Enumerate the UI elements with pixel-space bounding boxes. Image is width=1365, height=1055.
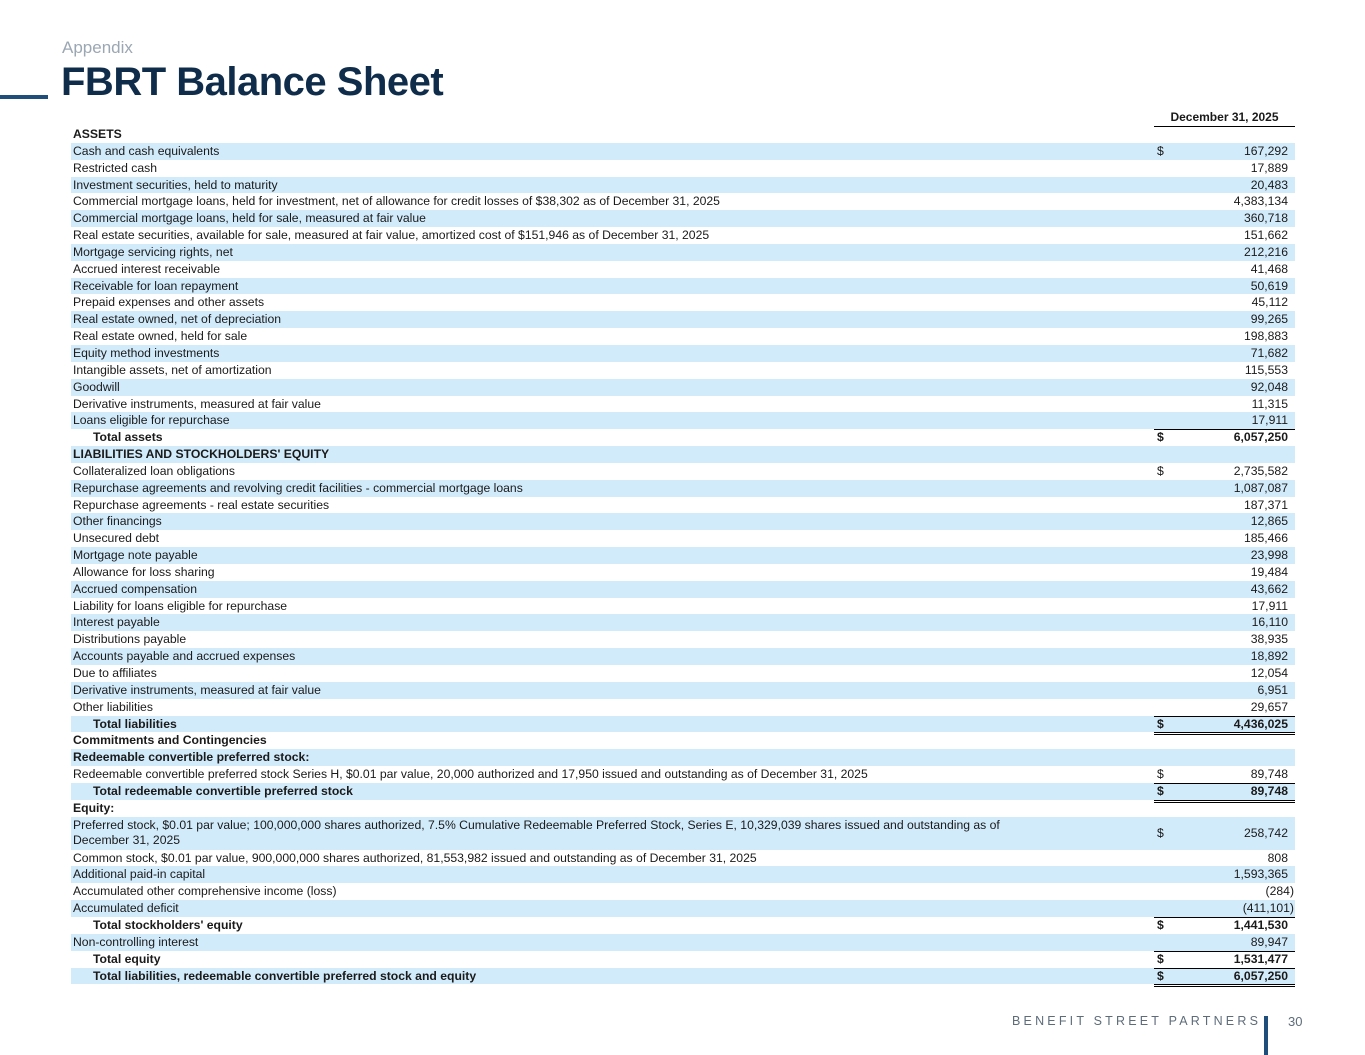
row-label: Derivative instruments, measured at fair value [73, 396, 321, 411]
row-currency: $ [1157, 917, 1164, 932]
row-label: Goodwill [73, 379, 120, 394]
row-label: Redeemable convertible preferred stock Series H, $0.01 par value, 20,000 authorized and 17,950 issued and outstanding as of December 31, 2025 [73, 767, 868, 782]
row-label: Interest payable [73, 615, 160, 630]
table-row [71, 766, 1295, 783]
total-rule-top [1154, 429, 1295, 430]
row-value: 89,748 [1250, 783, 1288, 798]
page-title: FBRT Balance Sheet [61, 60, 444, 104]
table-row [71, 345, 1295, 362]
table-row [71, 732, 1295, 749]
table-row [71, 951, 1295, 968]
accent-line [0, 95, 48, 99]
row-label: Total assets [93, 430, 163, 445]
row-currency: $ [1157, 951, 1164, 966]
row-value: 4,436,025 [1233, 716, 1288, 731]
table-row [71, 126, 1295, 143]
table-row [71, 817, 1295, 850]
table-row [71, 160, 1295, 177]
row-value: 29,657 [1250, 699, 1288, 714]
row-value: 89,748 [1250, 767, 1288, 782]
table-row [71, 934, 1295, 951]
row-label: Additional paid-in capital [73, 867, 206, 882]
row-currency: $ [1157, 716, 1164, 731]
row-currency: $ [1157, 783, 1164, 798]
table-row [71, 917, 1295, 934]
table-row [71, 412, 1295, 429]
row-value: 23,998 [1250, 548, 1288, 563]
row-label: Real estate owned, held for sale [73, 329, 248, 344]
row-value: 360,718 [1243, 211, 1288, 226]
row-value: 1,593,365 [1233, 867, 1288, 882]
row-value: 167,292 [1243, 143, 1288, 158]
row-value: 115,553 [1244, 362, 1288, 377]
row-value: 89,947 [1250, 934, 1288, 949]
row-value: 92,048 [1250, 379, 1288, 394]
row-value: 1,531,477 [1233, 951, 1288, 966]
row-label: Unsecured debt [73, 531, 160, 546]
total-rule-double [1154, 984, 1295, 987]
row-value: 71,682 [1250, 345, 1288, 360]
row-label: Total redeemable convertible preferred stock [93, 783, 353, 798]
table-row [71, 429, 1295, 446]
row-value: 19,484 [1250, 564, 1288, 579]
row-value: 43,662 [1250, 581, 1288, 596]
row-label: Accounts payable and accrued expenses [73, 649, 296, 664]
table-row [71, 749, 1295, 766]
total-rule-top [1154, 917, 1295, 918]
table-row [71, 480, 1295, 497]
row-value: 50,619 [1250, 278, 1288, 293]
row-value: 18,892 [1250, 649, 1288, 664]
table-row [71, 294, 1295, 311]
row-label: Prepaid expenses and other assets [73, 295, 265, 310]
row-label: Preferred stock, $0.01 par value; 100,000,000 shares authorized, 7.5% Cumulative Redeemable Preferred Stock, Series E, 10,329,039 shares issued and outstanding as of December 31, 2025 [73, 817, 1000, 848]
table-row [71, 463, 1295, 480]
row-label: Common stock, $0.01 par value, 900,000,000 shares authorized, 81,553,982 issued and outstanding as of December 31, 2025 [73, 850, 757, 865]
footer-bar [1264, 1016, 1268, 1055]
row-value: 1,087,087 [1233, 480, 1288, 495]
row-currency: $ [1157, 143, 1164, 158]
row-value: 11,315 [1251, 396, 1288, 411]
row-value: 198,883 [1243, 329, 1288, 344]
table-row [71, 598, 1295, 615]
table-row [71, 530, 1295, 547]
row-label: Due to affiliates [73, 666, 157, 680]
row-value: 17,889 [1250, 160, 1288, 175]
page-number: 30 [1288, 1014, 1303, 1029]
row-value: 6,057,250 [1233, 430, 1288, 445]
row-label: ASSETS [73, 127, 122, 141]
column-header [71, 110, 1295, 126]
row-label: Accrued interest receivable [73, 261, 220, 276]
total-rule-top [1154, 783, 1295, 784]
row-label: Distributions payable [73, 632, 187, 647]
table-row [71, 665, 1295, 682]
total-rule-top [1154, 716, 1295, 717]
table-row [71, 513, 1295, 530]
table-row [71, 446, 1295, 463]
row-value: 20,483 [1250, 177, 1288, 192]
row-label: Mortgage note payable [73, 548, 198, 563]
row-label: Total liabilities, redeemable convertible preferred stock and equity [93, 968, 477, 983]
table-row [71, 328, 1295, 345]
row-currency: $ [1157, 767, 1164, 782]
row-label: Accrued compensation [73, 581, 197, 596]
table-row [71, 783, 1295, 800]
row-value: (411,101) [1242, 901, 1294, 916]
row-value: 17,911 [1251, 598, 1288, 613]
table-row [71, 278, 1295, 295]
table-row [71, 648, 1295, 665]
row-currency: $ [1157, 463, 1164, 478]
row-currency: $ [1157, 430, 1164, 445]
total-rule-top [1154, 968, 1295, 969]
row-value: 99,265 [1250, 312, 1288, 327]
row-label: Accumulated other comprehensive income (loss) [73, 884, 337, 899]
table-row [71, 850, 1295, 867]
row-label: Accumulated deficit [73, 901, 179, 916]
row-label: Total equity [93, 951, 161, 966]
table-row [71, 682, 1295, 699]
row-value: 808 [1267, 850, 1288, 865]
row-label: Intangible assets, net of amortization [73, 362, 272, 377]
table-body [71, 126, 1295, 984]
row-label: Commercial mortgage loans, held for sale, measured at fair value [73, 211, 426, 226]
row-label: Real estate owned, net of depreciation [73, 312, 282, 327]
table-row [71, 800, 1295, 817]
section-subtitle: Appendix [62, 38, 133, 57]
row-label: Other financings [73, 514, 162, 529]
total-rule-top [1154, 951, 1295, 952]
table-row [71, 614, 1295, 631]
table-row [71, 883, 1295, 900]
row-value: 38,935 [1250, 632, 1288, 647]
table-row [71, 547, 1295, 564]
row-label: Liability for loans eligible for repurchase [73, 598, 288, 613]
row-value: 4,383,134 [1233, 194, 1288, 209]
row-value: 151,662 [1243, 228, 1288, 243]
row-label: Non-controlling interest [73, 934, 199, 949]
row-value: 185,466 [1243, 531, 1288, 546]
row-value: 17,911 [1251, 413, 1288, 428]
table-row [71, 193, 1295, 210]
table-row [71, 866, 1295, 883]
row-value: 212,216 [1243, 244, 1288, 259]
table-row [71, 227, 1295, 244]
row-value: 16,110 [1251, 615, 1288, 630]
row-label: Allowance for loss sharing [73, 564, 215, 579]
table-row [71, 631, 1295, 648]
table-row [71, 968, 1295, 985]
table-row [71, 900, 1295, 917]
column-header-date: December 31, 2025 [1154, 110, 1295, 127]
row-label: Loans eligible for repurchase [73, 413, 230, 428]
table-row [71, 396, 1295, 413]
table-row [71, 699, 1295, 716]
row-value: 258,742 [1243, 825, 1288, 840]
footer-brand: BENEFIT STREET PARTNERS [1012, 1014, 1262, 1028]
row-label: Receivable for loan repayment [73, 278, 239, 293]
table-row [71, 177, 1295, 194]
row-label: LIABILITIES AND STOCKHOLDERS' EQUITY [73, 447, 330, 462]
table-row [71, 716, 1295, 733]
table-row [71, 581, 1295, 598]
row-label: Cash and cash equivalents [73, 143, 220, 158]
row-value: 187,371 [1243, 497, 1288, 512]
table-row [71, 311, 1295, 328]
row-label: Derivative instruments, measured at fair value [73, 682, 321, 697]
row-value: 6,057,250 [1233, 968, 1288, 983]
row-label: Total liabilities [93, 716, 177, 731]
table-row [71, 244, 1295, 261]
row-label: Repurchase agreements - real estate securities [73, 497, 330, 512]
row-label: Other liabilities [73, 699, 153, 714]
row-label: Equity: [73, 800, 115, 815]
row-label: Commitments and Contingencies [73, 733, 267, 748]
row-value: 12,865 [1250, 514, 1288, 529]
table-row [71, 143, 1295, 160]
row-label: Investment securities, held to maturity [73, 177, 278, 192]
table-row [71, 564, 1295, 581]
row-label: Repurchase agreements and revolving credit facilities - commercial mortgage loans [73, 480, 523, 495]
row-label: Total stockholders' equity [93, 917, 243, 932]
row-label: Real estate securities, available for sale, measured at fair value, amortized cost of $151,946 as of December 31, 2025 [73, 228, 710, 243]
row-label: Restricted cash [73, 160, 157, 175]
row-label: Redeemable convertible preferred stock: [73, 750, 310, 765]
row-currency: $ [1157, 825, 1164, 840]
row-value: 45,112 [1251, 295, 1288, 310]
row-value: 1,441,530 [1233, 917, 1288, 932]
table-row [71, 261, 1295, 278]
row-currency: $ [1157, 968, 1164, 983]
row-label: Equity method investments [73, 345, 220, 360]
table-row [71, 210, 1295, 227]
table-row [71, 362, 1295, 379]
row-label: Mortgage servicing rights, net [73, 244, 233, 259]
table-row [71, 379, 1295, 396]
row-value: 6,951 [1257, 682, 1288, 697]
row-label: Collateralized loan obligations [73, 463, 235, 478]
row-value: 2,735,582 [1233, 463, 1288, 478]
row-value: 41,468 [1250, 261, 1288, 276]
balance-sheet-table [71, 110, 1295, 984]
row-value: 12,054 [1250, 666, 1288, 680]
row-label: Commercial mortgage loans, held for investment, net of allowance for credit losses of $38,302 as of December 31, 2025 [73, 194, 720, 209]
row-value: (284) [1265, 884, 1294, 899]
table-row [71, 497, 1295, 514]
